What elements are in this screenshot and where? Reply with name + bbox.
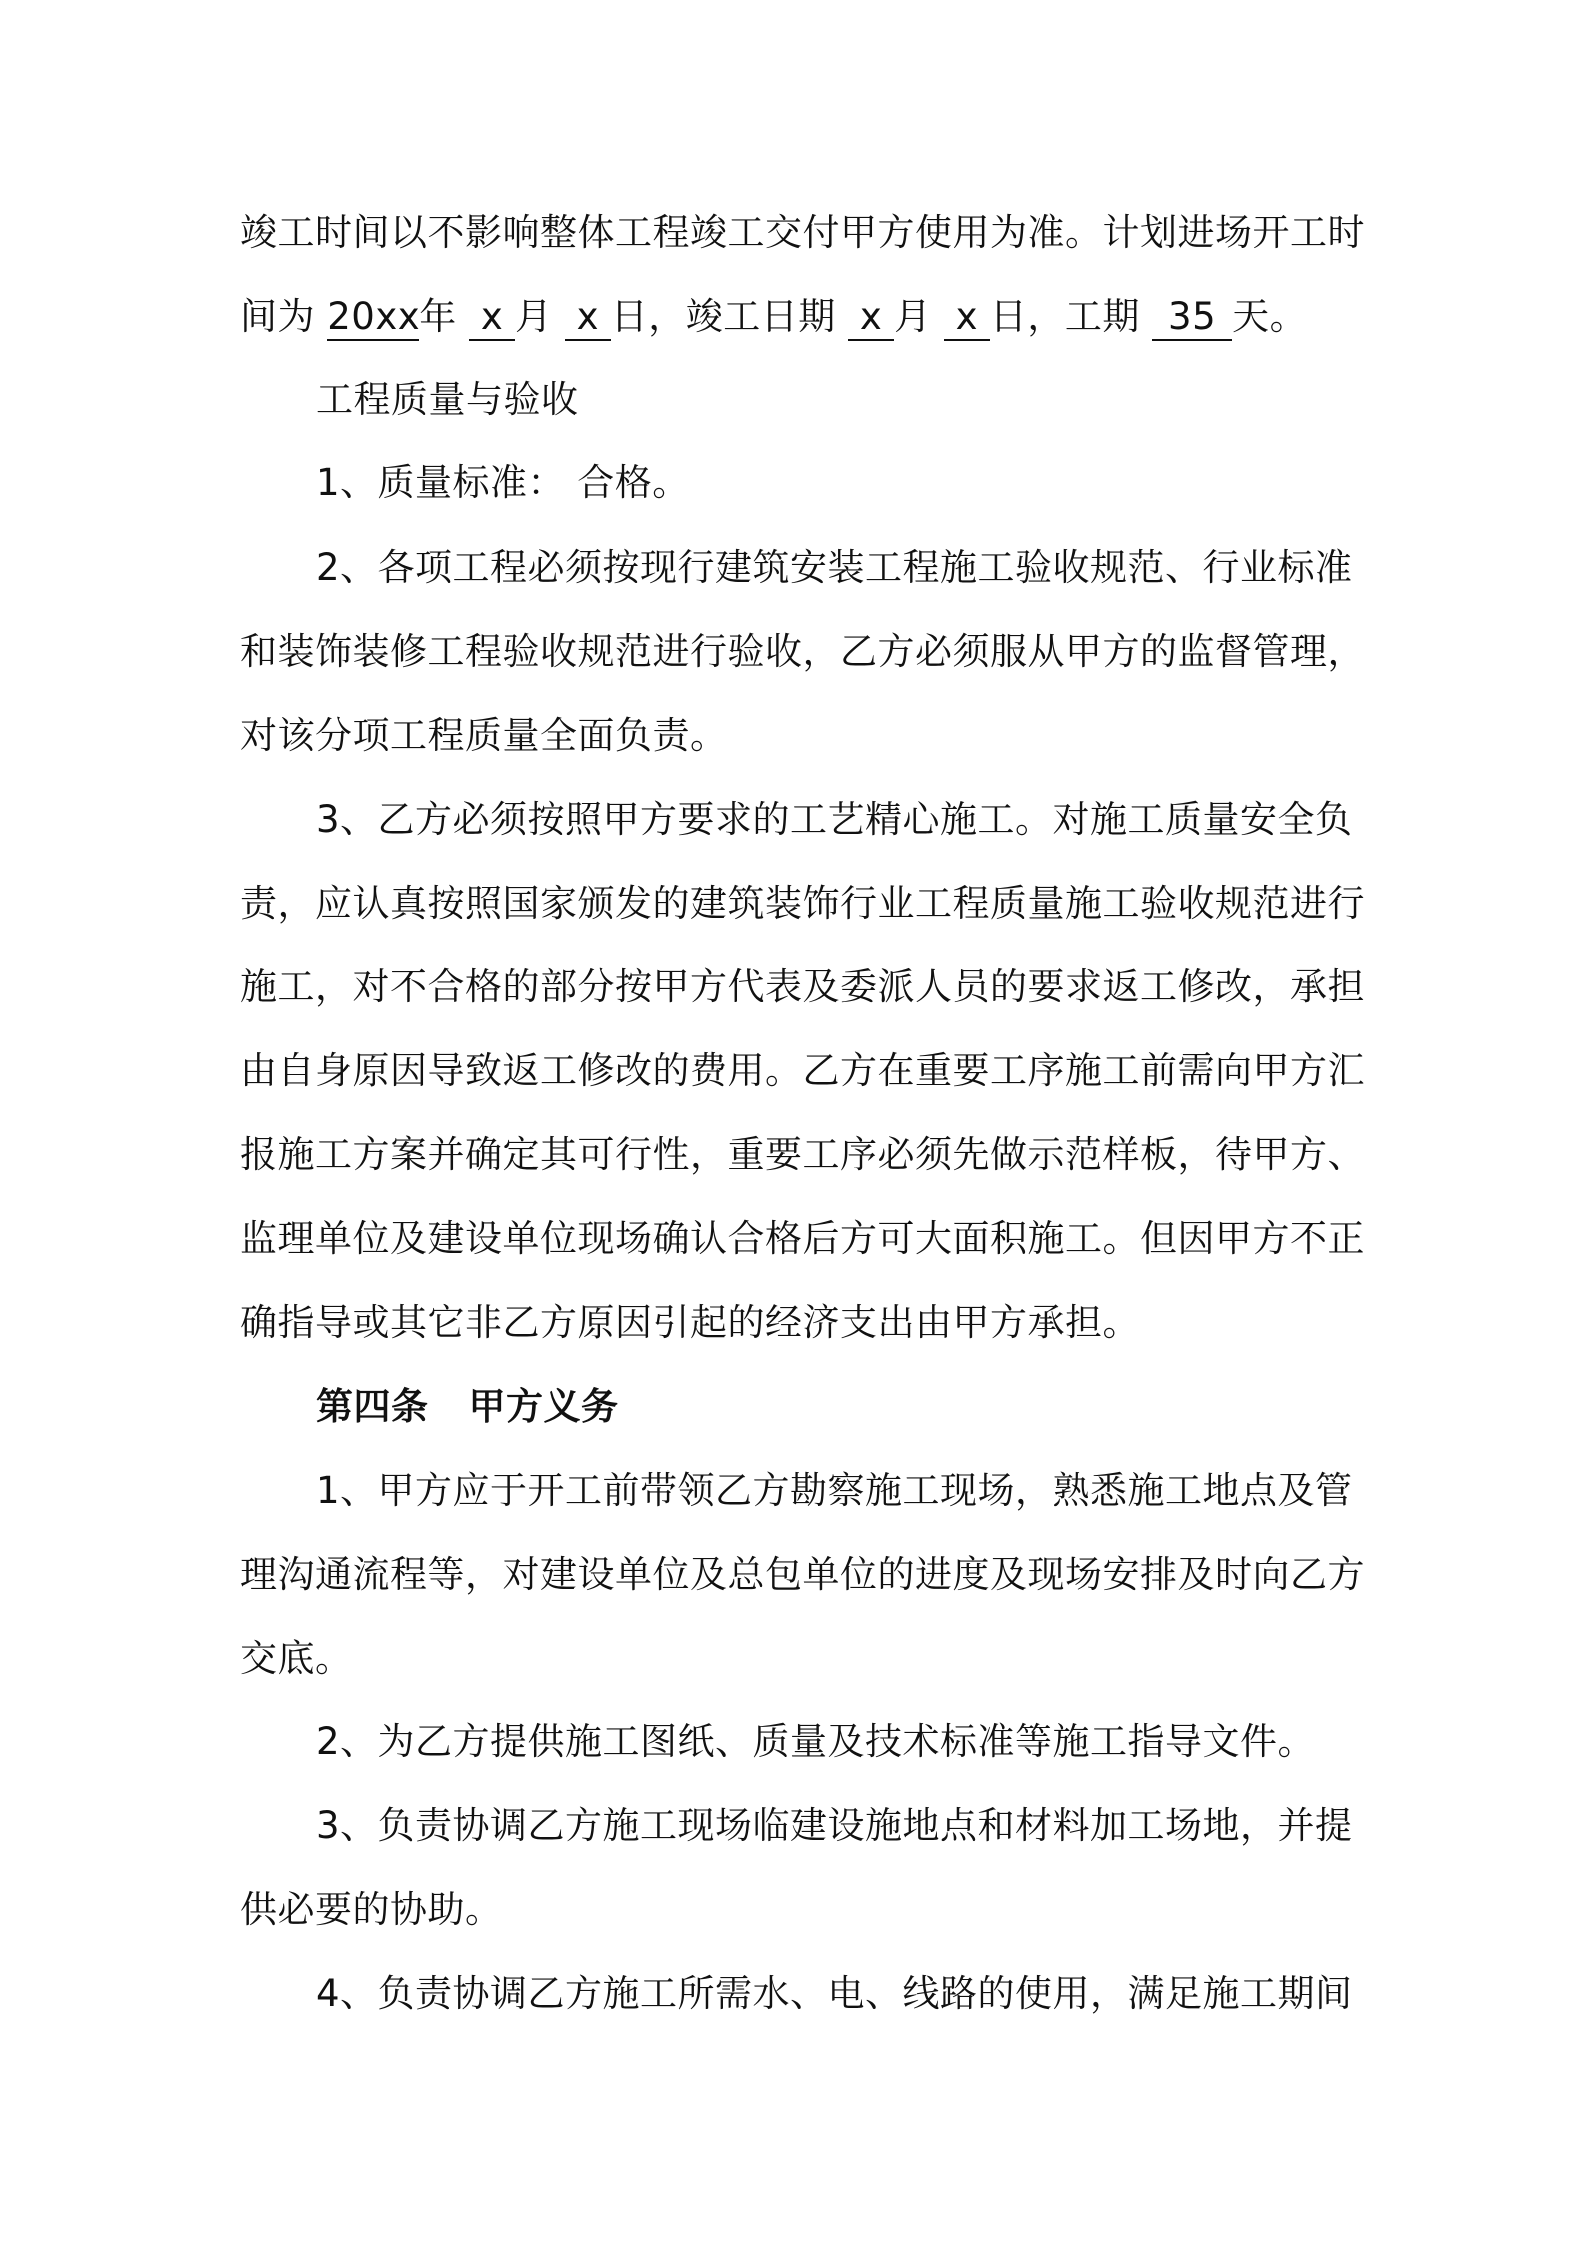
- quality-item-2-line: 对该分项工程质量全面负责。: [240, 714, 728, 757]
- start-month-blank: x: [469, 295, 515, 341]
- duty-item-1-line: 1、甲方应于开工前带领乙方勘察施工现场，熟悉施工地点及管: [316, 1469, 1353, 1512]
- article-4-title: 甲方义务: [468, 1385, 619, 1428]
- duty-item-4: 4、负责协调乙方施工所需水、电、线路的使用，满足施工期间: [316, 1972, 1353, 2015]
- quality-item-3-line: 监理单位及建设单位现场确认合格后方可大面积施工。但因甲方不正: [240, 1217, 1365, 1260]
- article-4-number: 第四条: [316, 1385, 429, 1428]
- quality-item-3-line: 报施工方案并确定其可行性，重要工序必须先做示范样板，待甲方、: [240, 1133, 1365, 1176]
- article-4-heading: [316, 1382, 1350, 1432]
- duty-item-3-line: 3、负责协调乙方施工现场临建设施地点和材料加工场地，并提: [316, 1804, 1353, 1847]
- month-char: 月: [515, 295, 553, 338]
- quality-item-2-line: 和装饰装修工程验收规范进行验收，乙方必须服从甲方的监督管理，: [240, 630, 1365, 673]
- quality-item-3-line: 由自身原因导致返工修改的费用。乙方在重要工序施工前需向甲方汇: [240, 1049, 1365, 1092]
- duty-item-1-line: 交底。: [240, 1637, 353, 1680]
- schedule-line: [240, 292, 1350, 342]
- day-char-2: 日，工期: [989, 295, 1140, 338]
- end-month-blank: x: [848, 295, 894, 341]
- year-char: 年: [419, 295, 457, 338]
- quality-item-1: 1、质量标准： 合格。: [316, 461, 690, 504]
- text-line: 竣工时间以不影响整体工程竣工交付甲方使用为准。计划进场开工时: [240, 211, 1365, 254]
- month-char-2: 月: [894, 295, 932, 338]
- day-char: 日，竣工日期: [610, 295, 836, 338]
- end-day-blank: x: [944, 295, 990, 341]
- quality-item-3-line: 施工，对不合格的部分按甲方代表及委派人员的要求返工修改，承担: [240, 965, 1365, 1008]
- duty-item-2: 2、为乙方提供施工图纸、质量及技术标准等施工指导文件。: [316, 1720, 1316, 1763]
- quality-item-3-line: 责，应认真按照国家颁发的建筑装饰行业工程质量施工验收规范进行: [240, 882, 1365, 925]
- duty-item-3-line: 供必要的协助。: [240, 1888, 503, 1931]
- start-day-blank: x: [565, 295, 611, 341]
- quality-item-3-line: 3、乙方必须按照甲方要求的工艺精心施工。对施工质量安全负: [316, 798, 1353, 841]
- schedule-prefix: 间为: [240, 295, 315, 338]
- section-heading-quality: 工程质量与验收: [316, 378, 579, 421]
- schedule-suffix: 天。: [1232, 295, 1308, 338]
- quality-item-2-line: 2、各项工程必须按现行建筑安装工程施工验收规范、行业标准: [316, 546, 1353, 589]
- start-year-blank: 20xx: [327, 295, 419, 341]
- quality-item-3-line: 确指导或其它非乙方原因引起的经济支出由甲方承担。: [240, 1301, 1140, 1344]
- duty-item-1-line: 理沟通流程等，对建设单位及总包单位的进度及现场安排及时向乙方: [240, 1553, 1365, 1596]
- duration-blank: 35: [1152, 295, 1232, 341]
